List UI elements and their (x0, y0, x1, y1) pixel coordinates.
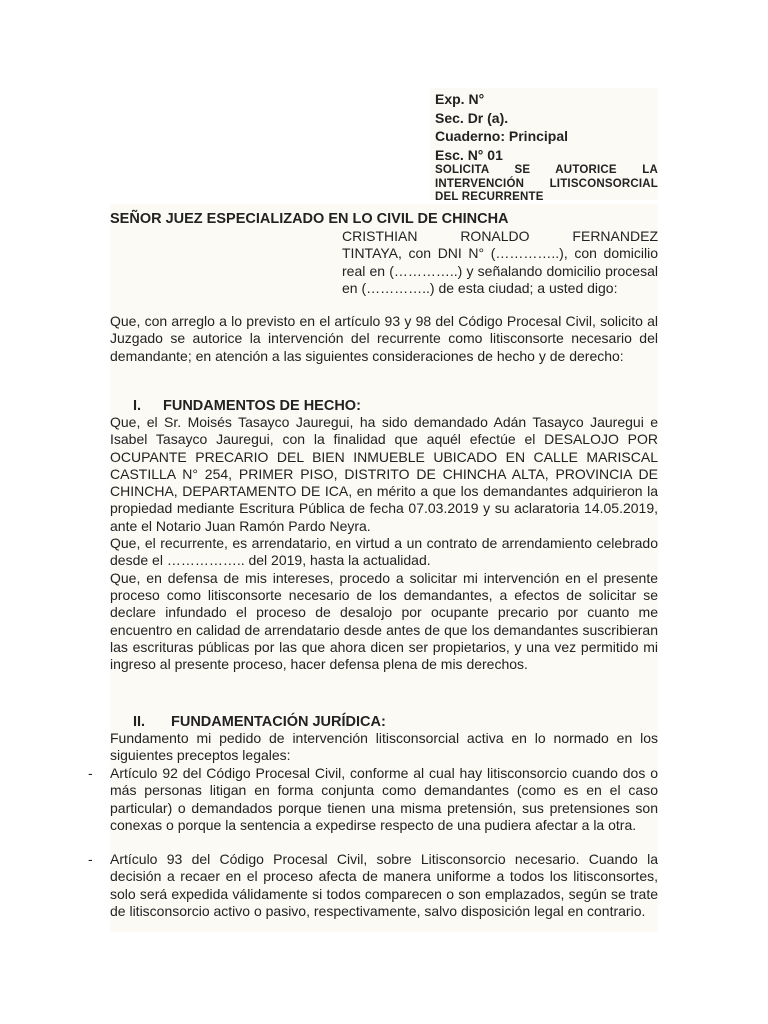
intro-paragraph: Que, con arreglo a lo previsto en el artículo 93 y 98 del Código Procesal Civil, solicito al Juzgado se autorice la intervención del recurrente como litisconsorte necesario del demandante; en atención a las siguientes consideraciones de hecho y de derecho: (110, 313, 658, 364)
legal-bullet (88, 765, 658, 834)
bullet-dash: - (88, 765, 93, 781)
party-name-line: CRISTHIAN RONALDO FERNANDEZ (342, 228, 658, 244)
section-heading-legal (133, 713, 386, 731)
case-header (435, 90, 658, 205)
facts-paragraphs (110, 414, 658, 673)
party-introduction (342, 228, 658, 297)
sumilla: SOLICITA SE AUTORICE LA INTERVENCIÓN LITISCONSORCIAL DEL RECURRENTE (435, 164, 658, 203)
secretario-line: Sec. Dr (a). (435, 109, 509, 126)
legal-intro-paragraph: Fundamento mi pedido de intervención litisconsorcial activa en lo normado en los siguientes preceptos legales: (110, 730, 658, 764)
escrito-line: Esc. N° 01 (435, 146, 503, 163)
party-details: TINTAYA, con DNI N° (…………..), con domicilio real en (…………..) y señalando domicilio procesal en (…………..) de esta ciudad; a usted digo: (342, 245, 658, 296)
section-title: FUNDAMENTOS DE HECHO: (163, 398, 361, 414)
addressee: SEÑOR JUEZ ESPECIALIZADO EN LO CIVIL DE CHINCHA (110, 211, 509, 227)
legal-bullet (88, 851, 658, 920)
bullet-text: Artículo 92 del Código Procesal Civil, conforme al cual hay litisconsorcio cuando dos o más personas litigan en forma conjunta como demandantes (como es en el caso particular) o demandados porque tienen una misma pretensión, sus pretensiones son conexas o porque la sentencia a expedirse respecto de una pudiera afectar a la otra. (110, 765, 658, 833)
section-number: I. (133, 398, 142, 414)
facts-paragraph-2: Que, el recurrente, es arrendatario, en virtud a un contrato de arrendamiento celebrado desde el …………….. del 2019, hasta la actualidad. (110, 535, 658, 569)
cuaderno-line: Cuaderno: Principal (435, 128, 569, 144)
expediente-line: Exp. N° (435, 91, 485, 107)
section-title: FUNDAMENTACIÓN JURÍDICA: (171, 714, 386, 730)
bullet-dash: - (88, 851, 93, 867)
bullet-text: Artículo 93 del Código Procesal Civil, sobre Litisconsorcio necesario. Cuando la decisión a recaer en el proceso afecta de manera uniforme a todos los litisconsortes, solo será expedida válidamente si todos comparecen o son emplazados, según se trate de litisconsorcio activo o pasivo, respectivamente, salvo disposición legal en contrario. (110, 851, 658, 919)
facts-paragraph-3: Que, en defensa de mis intereses, procedo a solicitar mi intervención en el presente proceso como litisconsorte necesario de los demandantes, a efectos de solicitar se declare infundado el proceso de desalojo por ocupante precario por cuanto me encuentro en calidad de arrendatario desde antes de que los demandantes suscribieran las escrituras públicas por las que ahora dicen ser propietarios, y una vez permitido mi ingreso al presente proceso, hacer defensa plena de mis derechos. (110, 569, 658, 673)
section-number: II. (133, 714, 146, 730)
section-heading-facts (133, 397, 361, 415)
facts-paragraph-1: Que, el Sr. Moisés Tasayco Jauregui, ha sido demandado Adán Tasayco Jauregui e Isabel Tasayco Jauregui, con la finalidad que aquél efectúe el DESALOJO POR OCUPANTE PRECARIO DEL BIEN INMUEBLE UBICADO EN CALLE MARISCAL CASTILLA N° 254, PRIMER PISO, DISTRITO DE CHINCHA ALTA, PROVINCIA DE CHINCHA, DEPARTAMENTO DE ICA, en mérito a que los demandantes adquirieron la propiedad mediante Escritura Pública de fecha 07.03.2019 y su aclaratoria 14.05.2019, ante el Notario Juan Ramón Pardo Neyra. (110, 414, 658, 534)
